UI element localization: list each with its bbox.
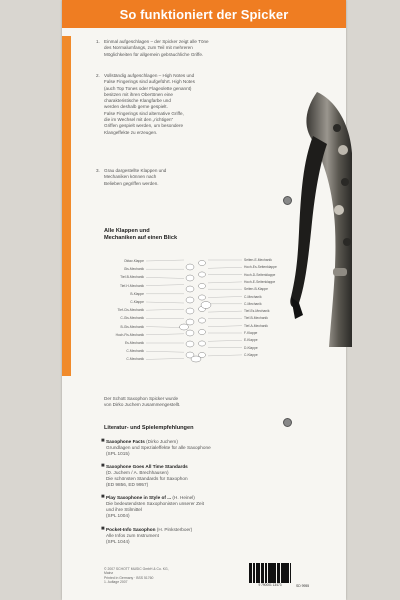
step-line: werden deshalb gerne gespielt.: [104, 104, 168, 110]
leader-line: [208, 311, 242, 312]
keys-title-line: Alle Klappen und: [104, 228, 150, 234]
leader-line: [146, 260, 184, 261]
leader-line: [146, 277, 184, 278]
leader-line: [146, 334, 184, 335]
leader-line: [146, 327, 184, 328]
step-line: (auch Top Tones oder Flageolette genannt): [104, 85, 192, 91]
key-shape: [186, 264, 194, 270]
key-label: Hoch-Es-Seitenklappe: [244, 265, 277, 270]
key-label: Hoch-E-Seitenklappe: [244, 279, 276, 284]
step-line: Klangeffekte zu erzeugen.: [104, 129, 158, 135]
key-label: Seiten-E-Mechanik: [244, 258, 272, 262]
key-shape: [199, 283, 206, 288]
step-2: [96, 73, 264, 136]
key-label: F-Klappe: [244, 331, 258, 335]
leader-line: [146, 309, 184, 310]
step-line: des Normalumfangs, zum Teil mit mehreren: [104, 45, 193, 51]
key-shape: [199, 295, 206, 300]
leader-line: [208, 267, 242, 268]
header-title: So funktioniert der Spicker: [119, 6, 289, 22]
key-label: C-Mechanik: [244, 294, 262, 299]
keys-diagram: [104, 257, 289, 372]
binding-hole: [283, 418, 292, 427]
leader-line: [208, 297, 242, 298]
rec-line: (D. Juchem / A. Brechhausen): [106, 470, 169, 476]
credit-line: von Dirko Juchem zusammengestellt.: [104, 402, 181, 407]
footer-line: Mainz: [104, 571, 114, 576]
step-number: 2.: [96, 73, 100, 78]
rec-title: Play Saxophone in Style of ...: [106, 495, 172, 500]
key-shape: [186, 341, 194, 347]
leader-line: [208, 282, 242, 283]
key-shape: [186, 275, 194, 281]
key-label: Tief-B-Mechanik: [244, 316, 268, 321]
footer-line: Printed in Germany · BSS 51760: [104, 575, 154, 580]
key-shape: [186, 297, 194, 303]
rec-line: Alle Infos zum Instrument: [106, 533, 159, 539]
rec-line: Die schönsten Standards für Saxophon: [106, 476, 188, 482]
footer-line: 1. Auflage 2007: [104, 579, 128, 584]
key-label: Hoch-Fis-Mechanik: [115, 332, 144, 337]
orange-edge-stripe: [62, 36, 71, 376]
bullet-icon: ■: [101, 438, 105, 444]
key-label: E-Klappe: [244, 338, 258, 343]
rec-item: [101, 438, 306, 457]
key-label: Oktav-Klappe: [124, 259, 144, 263]
key-label: C-Mechanik: [244, 301, 262, 306]
step-line: Mechaniken können nach: [104, 174, 157, 180]
step-line: Belieben gegriffen werden.: [104, 180, 159, 186]
key-shape: [199, 341, 206, 346]
key-shape: [186, 286, 194, 292]
key-label: B-Gis-Mechanik: [120, 324, 144, 329]
footer-line: © 2007 SCHOTT MUSIC GmbH & Co. KG,: [104, 567, 169, 571]
rec-line: und ihre Stilmittel: [106, 507, 142, 513]
rec-title: Pocket-Info Saxophon: [106, 527, 156, 532]
credit-line: Der Schott Saxophon Spicker wurde: [104, 396, 179, 401]
reference-code: SD 9955: [296, 584, 310, 588]
rec-line: (ED 9856, ED 9957): [106, 482, 149, 488]
rec-line: Grundlagen und Spezialeffekte für alle Saxophone: [106, 445, 211, 451]
key-label: Tief-Es-Mechanik: [244, 309, 270, 314]
recommendations-title: Literatur- und Spielempfehlungen: [104, 425, 194, 431]
keys-title-line: Mechaniken auf einen Blick: [104, 235, 178, 241]
key-label: Seiten-B-Klappe: [244, 287, 269, 292]
key-label: Gis-Mechanik: [123, 267, 144, 272]
key-shape: [186, 330, 194, 336]
key-shape: [191, 356, 201, 362]
key-shape: [186, 319, 194, 325]
rec-line: (SPL 1015): [106, 451, 130, 457]
rec-line: (SPL 1044): [106, 539, 130, 545]
keys-section-title: [104, 228, 177, 242]
credit-note: [104, 396, 244, 408]
step-line: Griffen gespielt werden, um besondere: [104, 123, 184, 129]
key-shape: [186, 308, 194, 314]
step-line: Einmal aufgeschlagen – der Spicker zeigt alle Töne: [104, 39, 209, 44]
key-label: Tief-A-Mechanik: [244, 323, 268, 328]
rec-author: (H. Pinksterboer): [155, 527, 193, 532]
leader-line: [146, 351, 184, 352]
key-label: Es-Mechanik: [124, 341, 144, 345]
key-label: C-Gis-Mechanik: [120, 316, 144, 321]
key-label: Tief-B-Mechanik: [120, 275, 144, 280]
rec-item: [101, 526, 306, 545]
copyright-footer: [104, 567, 224, 584]
rec-author: (H. Heinel): [171, 495, 195, 500]
rec-title: Saxophone Facts: [106, 439, 145, 444]
key-shape: [180, 324, 189, 330]
key-label: Tief-H-Mechanik: [119, 283, 144, 288]
leader-line: [208, 355, 242, 356]
rec-item: [101, 494, 306, 519]
step-line: besitzen mit ihren Obertönen eine: [104, 91, 173, 97]
key-label: Hoch-D-Seitenklappe: [244, 272, 276, 277]
header-banner: [62, 0, 346, 28]
rec-item: [101, 463, 306, 488]
key-label: B-Klappe: [130, 291, 144, 296]
bullet-icon: ■: [101, 526, 105, 532]
rec-author: (Dirko Juchem): [144, 439, 178, 444]
rec-title: Saxophone Goes All Time Standards: [106, 464, 188, 469]
step-line: die im Wechsel mit den „richtigen“: [104, 117, 174, 123]
key-shape: [199, 272, 206, 277]
step-line: False Fingerings sind aufgeführt. High Notes: [104, 79, 195, 85]
leader-line: [208, 340, 242, 341]
leader-line: [146, 285, 184, 286]
key-label: C-Klappe: [244, 352, 258, 357]
key-label: C-Mechanik: [126, 357, 144, 362]
step-line: Möglichkeiten für allgemein gebräuchliche Griffe.: [104, 51, 204, 57]
barcode-bars: [249, 563, 291, 583]
spicker-card: [62, 0, 346, 600]
leader-line: [146, 358, 184, 359]
step-number: 3.: [96, 168, 100, 173]
step-1: [96, 39, 264, 58]
step-line: False Fingerings sind alternative Griffe,: [104, 110, 184, 116]
step-number: 1.: [96, 39, 100, 44]
key-label: Tief-Cis-Mechanik: [117, 308, 144, 313]
leader-line: [146, 302, 184, 303]
key-shape: [199, 329, 206, 334]
leader-line: [208, 326, 242, 327]
key-shape: [199, 318, 206, 323]
key-label: C-Klappe: [130, 300, 144, 304]
key-label: D-Klappe: [244, 345, 258, 350]
binding-hole: [283, 196, 292, 205]
bullet-icon: ■: [101, 463, 105, 469]
barcode-number: 9 790001 13473: [258, 583, 282, 587]
key-shape: [199, 260, 206, 265]
step-line: Vollständig aufgeschlagen – High Notes und: [104, 73, 195, 78]
key-shape: [201, 302, 211, 309]
bullet-icon: ■: [101, 494, 105, 500]
key-label: C-Mechanik: [126, 349, 144, 354]
step-line: Grau dargestellte Klappen und: [104, 168, 167, 173]
barcode: [249, 563, 291, 591]
rec-line: Die bedeutendsten Saxophonisten unserer Zeit: [106, 501, 204, 507]
rec-line: (SPL 1004): [106, 513, 130, 519]
step-3: [96, 168, 264, 187]
step-line: charakteristische Klangfarbe und: [104, 98, 171, 104]
